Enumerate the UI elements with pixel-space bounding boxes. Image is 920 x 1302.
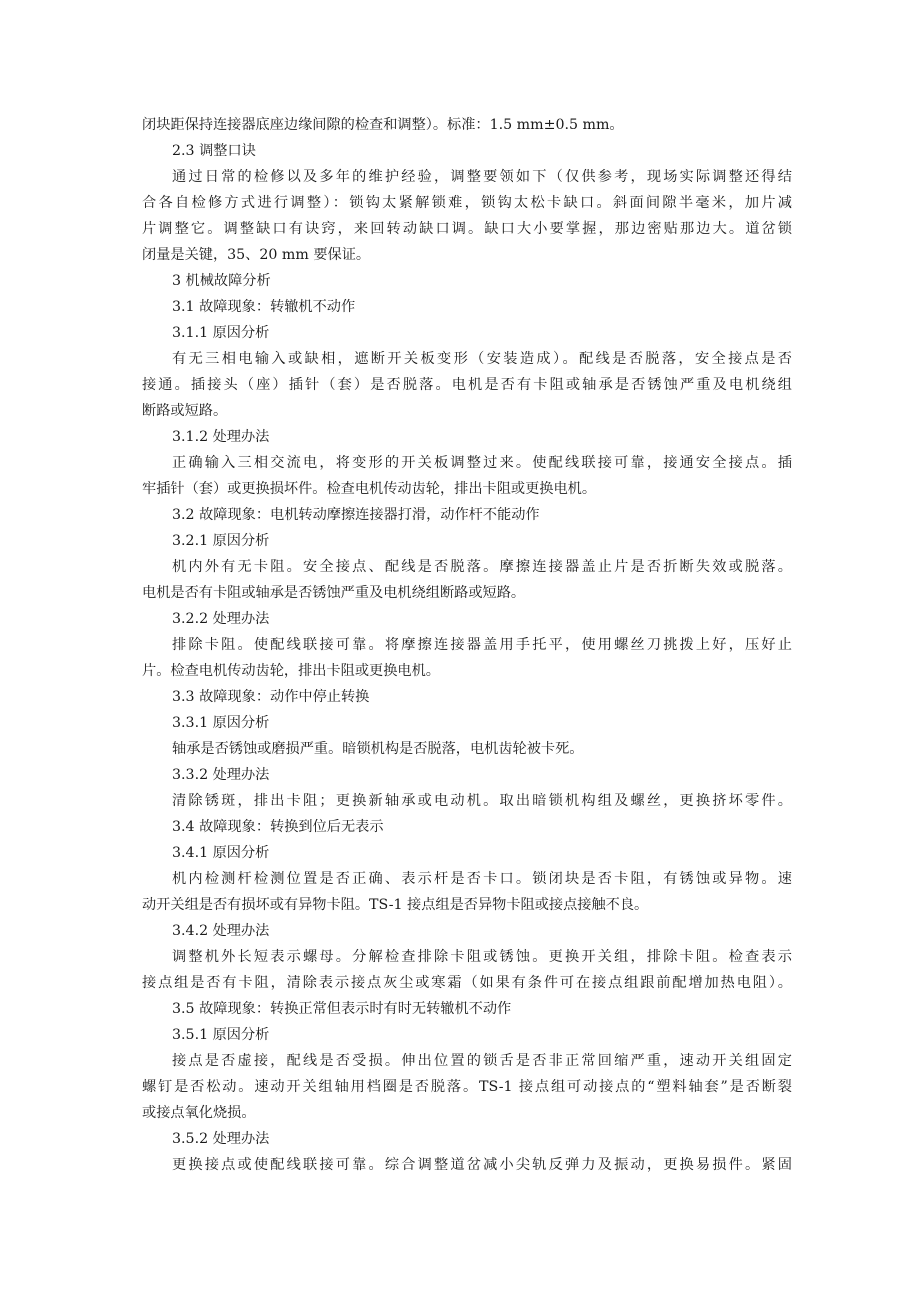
paragraph-line: 螺钉是否松动。速动开关组轴用档圈是否脱落。TS-1 接点组可动接点的“塑料轴套”是否断裂 (142, 1079, 792, 1095)
section-heading: 2.3 调整口诀 (172, 143, 256, 159)
section-heading: 3.1.1 原因分析 (172, 325, 270, 341)
paragraph-line: 片。检查电机传动齿轮，排出卡阻或更换电机。 (142, 663, 440, 679)
paragraph-line: 接点是否虚接，配线是否受损。伸出位置的锁舌是否非正常回缩严重，速动开关组固定 (172, 1053, 792, 1069)
paragraph-line: 正确输入三相交流电，将变形的开关板调整过来。使配线联接可靠，接通安全接点。插 (172, 455, 792, 471)
section-heading: 3 机械故障分析 (172, 273, 271, 289)
paragraph-line: 断路或短路。 (142, 403, 228, 419)
section-heading: 3.3.1 原因分析 (172, 715, 270, 731)
section-heading: 3.5.2 处理办法 (172, 1131, 270, 1147)
document-page (142, 112, 792, 1178)
section-heading: 3.1 故障现象：转辙机不动作 (172, 299, 356, 315)
section-heading: 3.2.2 处理办法 (172, 611, 270, 627)
paragraph-line: 清除锈斑，排出卡阻；更换新轴承或电动机。取出暗锁机构组及螺丝，更换挤坏零件。 (172, 793, 792, 809)
section-heading: 3.5.1 原因分析 (172, 1027, 270, 1043)
paragraph-line: 闭块距保持连接器底座边缘间隙的检查和调整）。标准：1.5 mm±0.5 mm。 (142, 117, 624, 133)
paragraph-line: 牢插针（套）或更换损坏件。检查电机传动齿轮，排出卡阻或更换电机。 (142, 481, 597, 497)
section-heading: 3.1.2 处理办法 (172, 429, 270, 445)
paragraph-line: 电机是否有卡阻或轴承是否锈蚀严重及电机绕组断路或短路。 (142, 585, 526, 601)
section-heading: 3.2 故障现象：电机转动摩擦连接器打滑，动作杆不能动作 (172, 507, 540, 523)
paragraph-line: 闭量是关键，35、20 mm 要保证。 (142, 247, 371, 263)
paragraph-line: 或接点氧化烧损。 (142, 1105, 256, 1121)
section-heading: 3.4.1 原因分析 (172, 845, 270, 861)
section-heading: 3.5 故障现象：转换正常但表示时有时无转辙机不动作 (172, 1001, 512, 1017)
section-heading: 3.3.2 处理办法 (172, 767, 270, 783)
paragraph-line: 接点组是否有卡阻，清除表示接点灰尘或寒霜（如果有条件可在接点组跟前配增加热电阻）。 (142, 975, 792, 991)
section-heading: 3.2.1 原因分析 (172, 533, 270, 549)
paragraph-line: 轴承是否锈蚀或磨损严重。暗锁机构是否脱落，电机齿轮被卡死。 (172, 741, 584, 757)
section-heading: 3.4.2 处理办法 (172, 923, 270, 939)
paragraph-line: 调整机外长短表示螺母。分解检查排除卡阻或锈蚀。更换开关组，排除卡阻。检查表示 (172, 949, 792, 965)
paragraph-line: 合各自检修方式进行调整）：锁钩太紧解锁难，锁钩太松卡缺口。斜面间隙半毫米，加片减 (142, 195, 792, 211)
paragraph-line: 机内外有无卡阻。安全接点、配线是否脱落。摩擦连接器盖止片是否折断失效或脱落。 (172, 559, 792, 575)
section-heading: 3.3 故障现象：动作中停止转换 (172, 689, 370, 705)
paragraph-line: 排除卡阻。使配线联接可靠。将摩擦连接器盖用手托平，使用螺丝刀挑拨上好，压好止 (172, 637, 792, 653)
paragraph-line: 片调整它。调整缺口有诀窍，来回转动缺口调。缺口大小要掌握，那边密贴那边大。道岔锁 (142, 221, 792, 237)
paragraph-line: 更换接点或使配线联接可靠。综合调整道岔减小尖轨反弹力及振动，更换易损件。紧固 (172, 1157, 792, 1173)
paragraph-line: 有无三相电输入或缺相，遮断开关板变形（安装造成）。配线是否脱落，安全接点是否 (172, 351, 792, 367)
paragraph-line: 机内检测杆检测位置是否正确、表示杆是否卡口。锁闭块是否卡阻，有锈蚀或异物。速 (172, 871, 792, 887)
paragraph-line: 动开关组是否有损坏或有异物卡阻。TS-1 接点组是否异物卡阻或接点接触不良。 (142, 897, 649, 913)
section-heading: 3.4 故障现象：转换到位后无表示 (172, 819, 384, 835)
paragraph-line: 通过日常的检修以及多年的维护经验，调整要领如下（仅供参考，现场实际调整还得结 (172, 169, 792, 185)
paragraph-line: 接通。插接头（座）插针（套）是否脱落。电机是否有卡阻或轴承是否锈蚀严重及电机绕组 (142, 377, 792, 393)
